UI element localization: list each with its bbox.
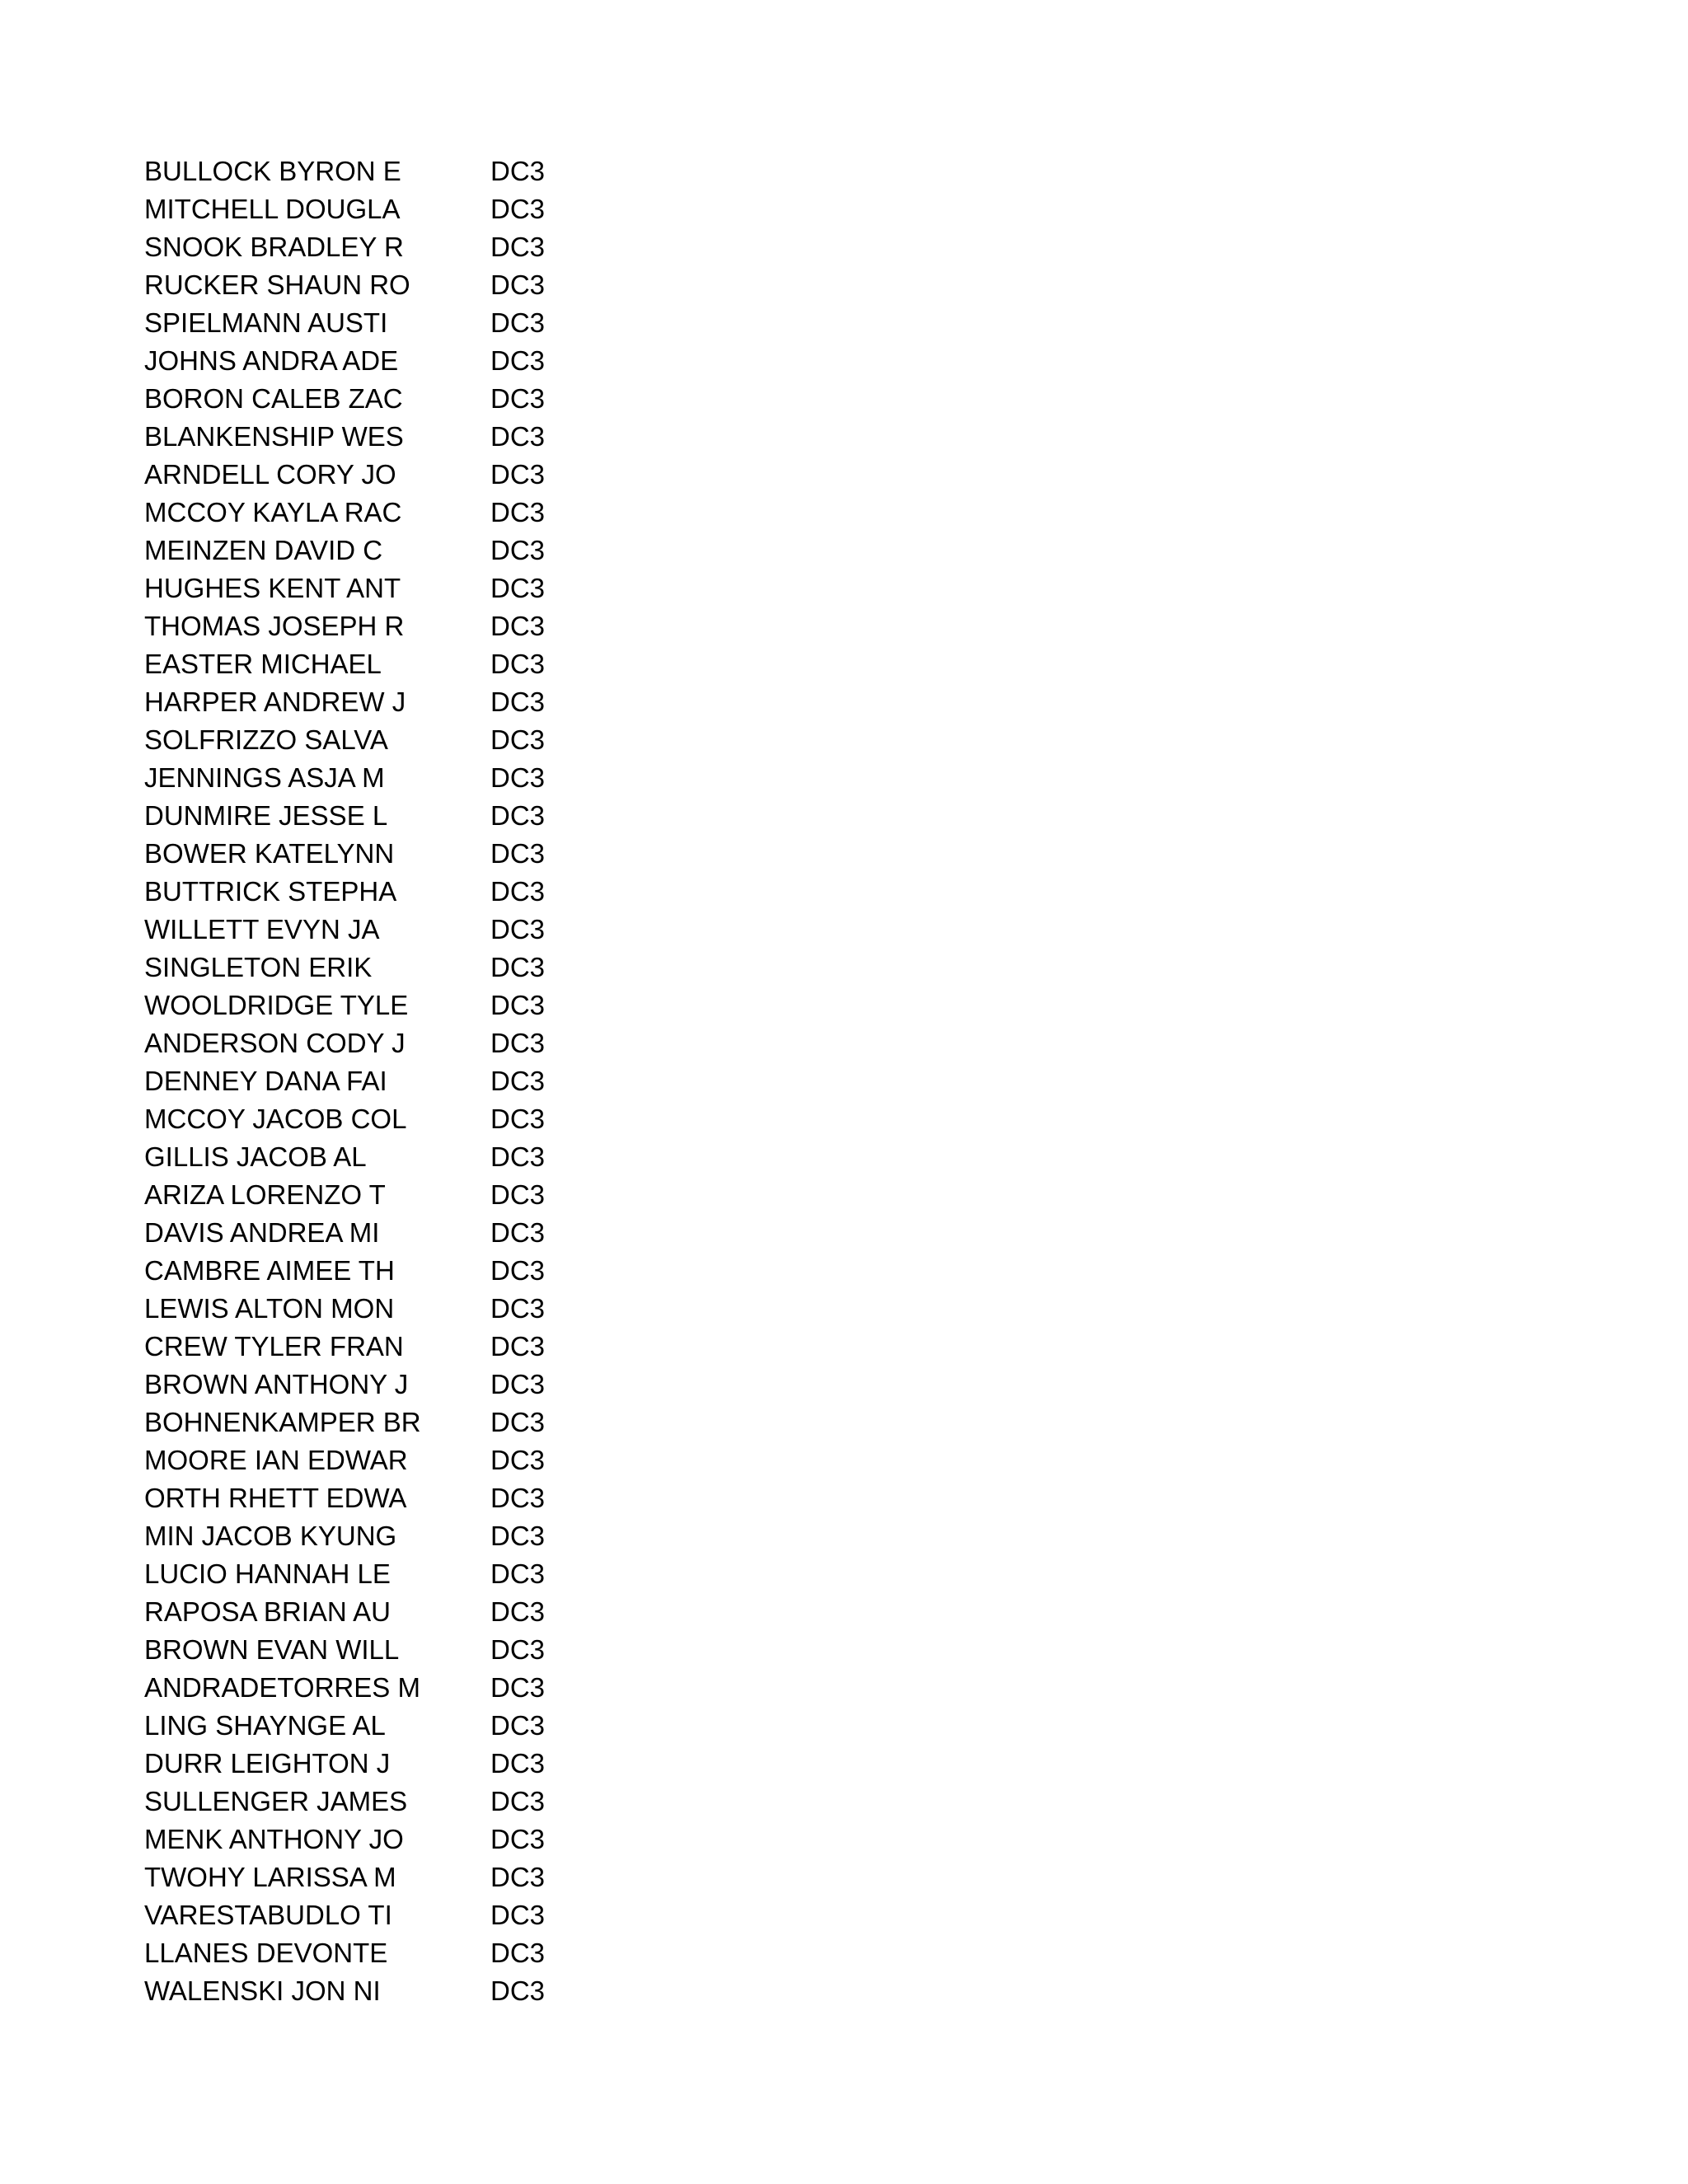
roster-row [144,380,639,418]
roster-code: DC3 [490,1748,546,1779]
roster-name: VARESTABUDLO TI [144,1900,392,1930]
roster-code: DC3 [490,1179,546,1210]
roster-row [144,1934,639,1972]
roster-row [144,1290,639,1328]
roster-row [144,152,639,190]
roster-code: DC3 [490,1521,546,1551]
roster-code: DC3 [490,1596,546,1627]
roster-name: MCCOY JACOB COL [144,1104,407,1134]
roster-row [144,1328,639,1366]
roster-code: DC3 [490,1028,546,1058]
roster-name: BOWER KATELYNN [144,838,395,869]
roster-row [144,1100,639,1138]
roster-name: BULLOCK BYRON E [144,156,401,186]
roster-name: MEINZEN DAVID C [144,535,383,565]
roster-name: DENNEY DANA FAI [144,1066,387,1096]
roster-row [144,1441,639,1479]
roster-code: DC3 [490,1634,546,1665]
roster-name: JENNINGS ASJA M [144,762,385,793]
roster-row [144,607,639,645]
roster-row [144,228,639,266]
roster-name: JOHNS ANDRA ADE [144,345,399,376]
roster-code: DC3 [490,307,546,338]
roster-code: DC3 [490,421,546,452]
roster-name: GILLIS JACOB AL [144,1141,367,1172]
roster-code: DC3 [490,1407,546,1437]
roster-code: DC3 [490,649,546,679]
roster-code: DC3 [490,914,546,944]
roster-code: DC3 [490,1066,546,1096]
roster-row [144,911,639,949]
roster-row [144,1555,639,1593]
roster-row [144,1404,639,1441]
roster-row [144,987,639,1024]
roster-row [144,1783,639,1821]
roster-code: DC3 [490,1104,546,1134]
roster-name: LING SHAYNGE AL [144,1710,386,1741]
roster-row [144,1366,639,1404]
roster-row [144,190,639,228]
roster-name: BUTTRICK STEPHA [144,876,397,907]
roster-code: DC3 [490,1862,546,1892]
roster-code: DC3 [490,1255,546,1286]
roster-code: DC3 [490,1824,546,1854]
roster-code: DC3 [490,1938,546,1968]
roster-name: THOMAS JOSEPH R [144,611,405,641]
roster-name: EASTER MICHAEL [144,649,382,679]
roster-name: SPIELMANN AUSTI [144,307,388,338]
roster-code: DC3 [490,876,546,907]
roster-row [144,683,639,721]
roster-name: TWOHY LARISSA M [144,1862,396,1892]
roster-name: ARNDELL CORY JO [144,459,396,490]
roster-code: DC3 [490,1900,546,1930]
roster-name: ORTH RHETT EDWA [144,1483,407,1513]
roster-name: LLANES DEVONTE [144,1938,388,1968]
roster-row [144,1176,639,1214]
roster-code: DC3 [490,952,546,982]
roster-name: MOORE IAN EDWAR [144,1445,408,1475]
roster-code: DC3 [490,194,546,224]
roster-code: DC3 [490,1141,546,1172]
roster-name: BORON CALEB ZAC [144,383,403,414]
roster-name: WILLETT EVYN JA [144,914,380,944]
roster-code: DC3 [490,1786,546,1816]
roster-row [144,342,639,380]
roster-row [144,645,639,683]
roster-code: DC3 [490,383,546,414]
roster-name: SNOOK BRADLEY R [144,232,404,262]
roster-row [144,1214,639,1252]
roster-name: MIN JACOB KYUNG [144,1521,397,1551]
roster-name: BOHNENKAMPER BR [144,1407,421,1437]
roster-row [144,1972,639,2010]
roster-code: DC3 [490,1369,546,1399]
roster-row [144,1252,639,1290]
roster-code: DC3 [490,1445,546,1475]
roster-name: BROWN ANTHONY J [144,1369,409,1399]
roster-name: WOOLDRIDGE TYLE [144,990,409,1020]
roster-list [144,152,639,2010]
roster-row [144,266,639,304]
roster-row [144,1062,639,1100]
roster-code: DC3 [490,1331,546,1361]
roster-row [144,1138,639,1176]
roster-code: DC3 [490,269,546,300]
roster-code: DC3 [490,762,546,793]
roster-row [144,1669,639,1707]
roster-name: MENK ANTHONY JO [144,1824,404,1854]
roster-code: DC3 [490,1710,546,1741]
roster-code: DC3 [490,611,546,641]
roster-name: CREW TYLER FRAN [144,1331,404,1361]
roster-row [144,1479,639,1517]
roster-name: LEWIS ALTON MON [144,1293,395,1324]
roster-code: DC3 [490,497,546,527]
roster-code: DC3 [490,232,546,262]
roster-row [144,1858,639,1896]
roster-row [144,1517,639,1555]
roster-row [144,721,639,759]
roster-code: DC3 [490,687,546,717]
roster-name: HARPER ANDREW J [144,687,406,717]
roster-name: MITCHELL DOUGLA [144,194,401,224]
roster-code: DC3 [490,156,546,186]
roster-row [144,456,639,494]
roster-name: ANDERSON CODY J [144,1028,406,1058]
roster-row [144,494,639,532]
roster-name: DAVIS ANDREA MI [144,1217,380,1248]
roster-row [144,1707,639,1745]
roster-row [144,1024,639,1062]
roster-code: DC3 [490,1975,546,2006]
roster-row [144,1593,639,1631]
roster-code: DC3 [490,1558,546,1589]
roster-code: DC3 [490,459,546,490]
roster-name: DUNMIRE JESSE L [144,800,388,831]
roster-name: HUGHES KENT ANT [144,573,401,603]
roster-row [144,418,639,456]
roster-name: BROWN EVAN WILL [144,1634,400,1665]
roster-row [144,797,639,835]
roster-code: DC3 [490,838,546,869]
roster-code: DC3 [490,345,546,376]
roster-code: DC3 [490,1217,546,1248]
roster-name: ANDRADETORRES M [144,1672,420,1703]
roster-code: DC3 [490,990,546,1020]
roster-row [144,835,639,873]
roster-code: DC3 [490,1672,546,1703]
roster-row [144,759,639,797]
roster-row [144,532,639,569]
roster-name: MCCOY KAYLA RAC [144,497,402,527]
roster-code: DC3 [490,1483,546,1513]
roster-row [144,949,639,987]
roster-row [144,304,639,342]
roster-row [144,1821,639,1858]
roster-name: SINGLETON ERIK [144,952,373,982]
roster-name: SULLENGER JAMES [144,1786,408,1816]
roster-name: ARIZA LORENZO T [144,1179,386,1210]
roster-row [144,873,639,911]
roster-code: DC3 [490,800,546,831]
roster-name: CAMBRE AIMEE TH [144,1255,395,1286]
roster-name: BLANKENSHIP WES [144,421,404,452]
roster-name: LUCIO HANNAH LE [144,1558,391,1589]
roster-name: WALENSKI JON NI [144,1975,381,2006]
roster-name: RUCKER SHAUN RO [144,269,410,300]
roster-name: SOLFRIZZO SALVA [144,724,388,755]
roster-code: DC3 [490,535,546,565]
roster-row [144,569,639,607]
roster-row [144,1896,639,1934]
roster-name: DURR LEIGHTON J [144,1748,391,1779]
roster-code: DC3 [490,724,546,755]
roster-name: RAPOSA BRIAN AU [144,1596,391,1627]
roster-row [144,1631,639,1669]
roster-code: DC3 [490,1293,546,1324]
roster-row [144,1745,639,1783]
roster-code: DC3 [490,573,546,603]
